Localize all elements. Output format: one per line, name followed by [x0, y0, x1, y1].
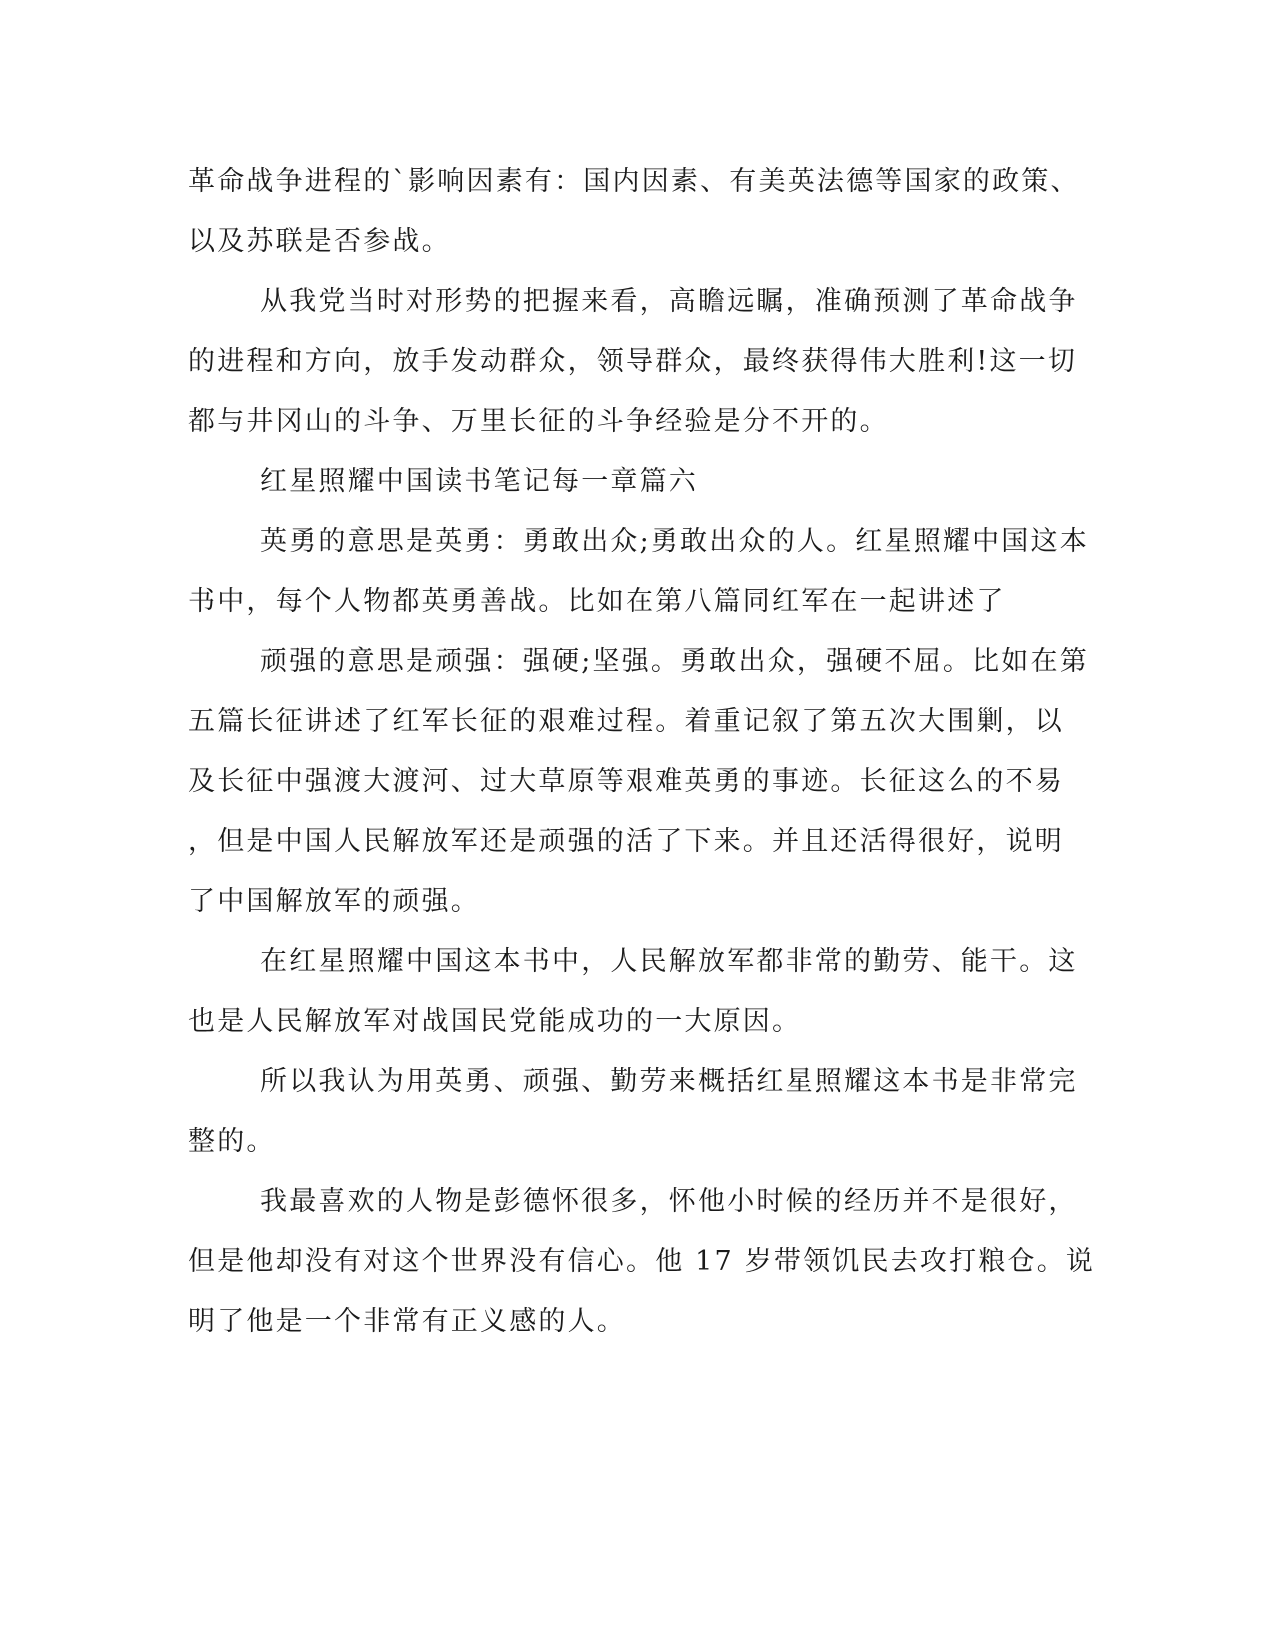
- text-line: 五篇长征讲述了红军长征的艰难过程。着重记叙了第五次大围剿，以: [188, 706, 1064, 737]
- text-line: 以及苏联是否参战。: [188, 226, 451, 257]
- paragraph-start-line: 我最喜欢的人物是彭德怀很多，怀他小时候的经历并不是很好，: [260, 1186, 1078, 1217]
- paragraph-start-line: 英勇的意思是英勇：勇敢出众;勇敢出众的人。红星照耀中国这本: [260, 526, 1089, 557]
- section-heading: 红星照耀中国读书笔记每一章篇六: [260, 466, 698, 497]
- text-line: 书中，每个人物都英勇善战。比如在第八篇同红军在一起讲述了: [188, 586, 1006, 617]
- text-line: ，但是中国人民解放军还是顽强的活了下来。并且还活得很好，说明: [188, 826, 1064, 857]
- text-line: 都与井冈山的斗争、万里长征的斗争经验是分不开的。: [188, 406, 889, 437]
- paragraph-start-line: 在红星照耀中国这本书中，人民解放军都非常的勤劳、能干。这: [260, 946, 1078, 977]
- text-line: 明了他是一个非常有正义感的人。: [188, 1306, 626, 1337]
- text-line: 及长征中强渡大渡河、过大草原等艰难英勇的事迹。长征这么的不易: [188, 766, 1064, 797]
- text-line: 但是他却没有对这个世界没有信心。他 17 岁带领饥民去攻打粮仓。说: [188, 1246, 1096, 1277]
- paragraph-start-line: 从我党当时对形势的把握来看，高瞻远瞩，准确预测了革命战争: [260, 286, 1078, 317]
- text-line: 整的。: [188, 1126, 276, 1157]
- text-line: 了中国解放军的顽强。: [188, 886, 480, 917]
- paragraph-start-line: 顽强的意思是顽强：强硬;坚强。勇敢出众，强硬不屈。比如在第: [260, 646, 1089, 677]
- text-line: 的进程和方向，放手发动群众，领导群众，最终获得伟大胜利!这一切: [188, 346, 1078, 377]
- paragraph-start-line: 所以我认为用英勇、顽强、勤劳来概括红星照耀这本书是非常完: [260, 1066, 1078, 1097]
- text-line: 革命战争进程的`影响因素有：国内因素、有美英法德等国家的政策、: [188, 166, 1080, 197]
- text-line: 也是人民解放军对战国民党能成功的一大原因。: [188, 1006, 802, 1037]
